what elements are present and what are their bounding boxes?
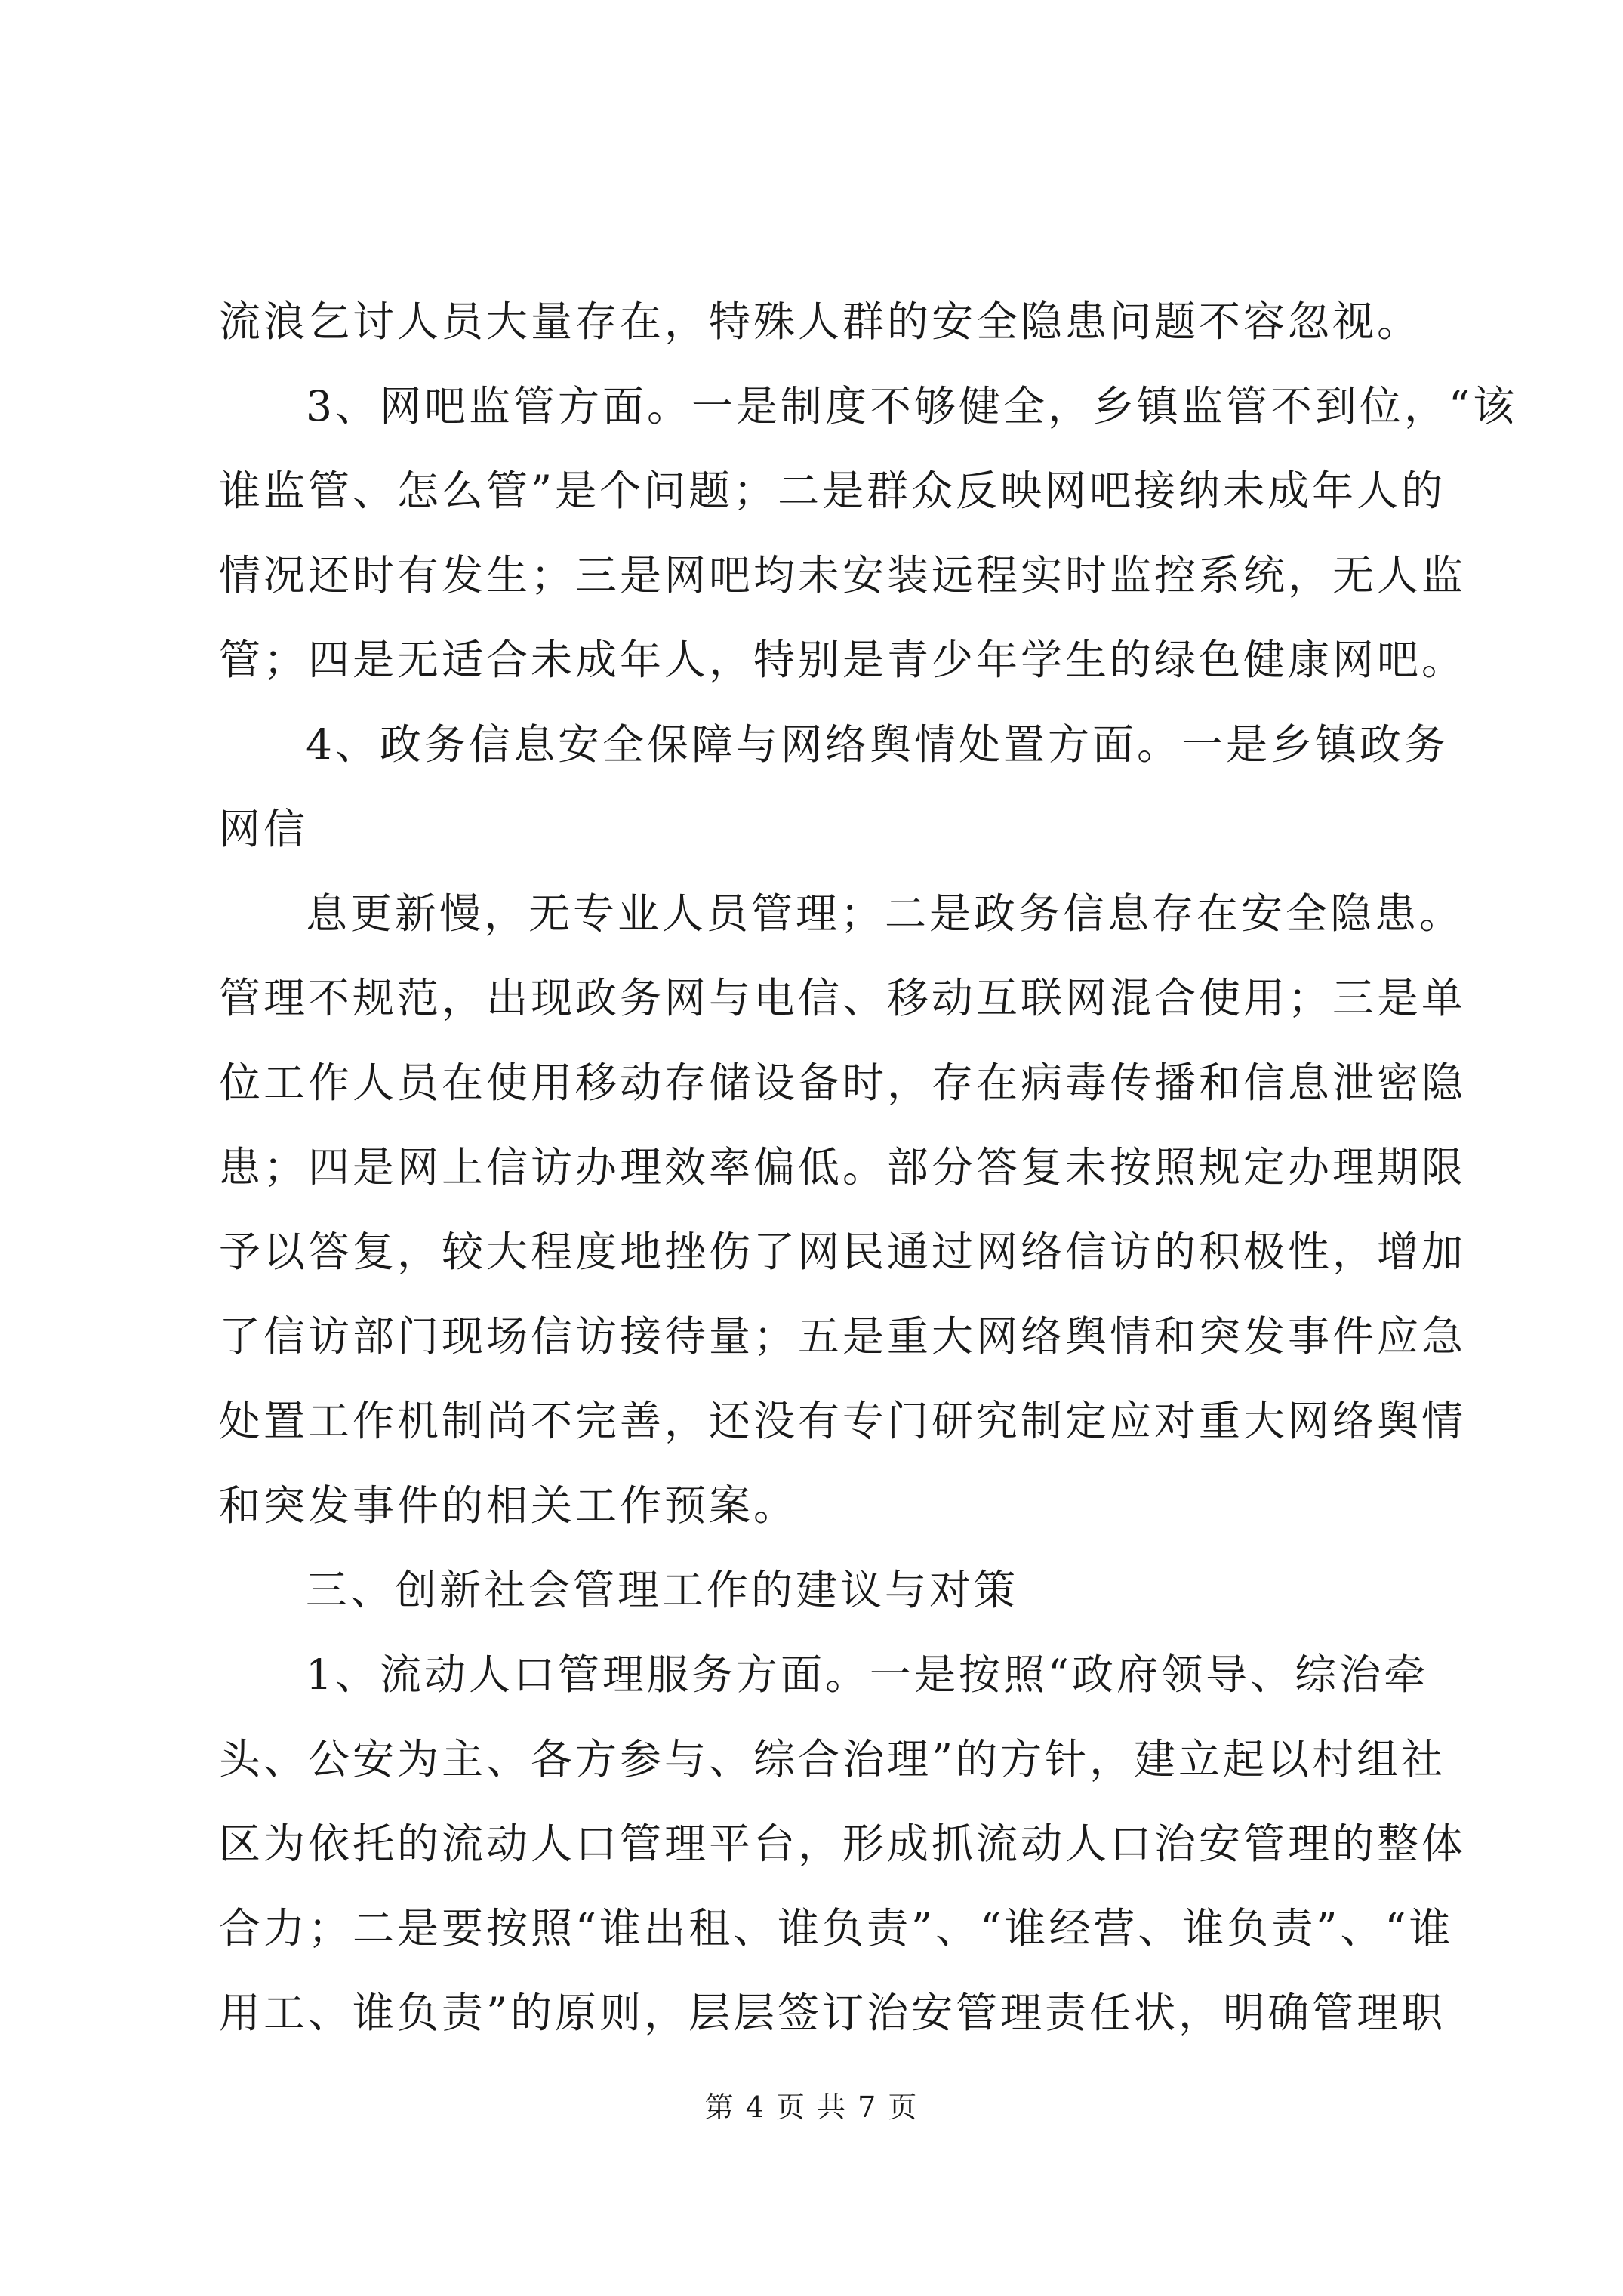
text-line: 流浪乞讨人员大量存在，特殊人群的安全隐患问题不容忽视。 <box>219 297 1422 346</box>
text-line: 管理不规范，出现政务网与电信、移动互联网混合使用；三是单 <box>219 974 1467 1022</box>
text-line: 4、政务信息安全保障与网络舆情处置方面。一是乡镇政务 <box>306 720 1449 769</box>
text-line: 3、网吧监管方面。一是制度不够健全，乡镇监管不到位，“该 <box>306 382 1518 430</box>
text-line: 情况还时有发生；三是网吧均未安装远程实时监控系统，无人监 <box>219 551 1467 599</box>
text-line: 谁监管、怎么管”是个问题；二是群众反映网吧接纳未成年人的 <box>219 467 1446 515</box>
text-line: 处置工作机制尚不完善，还没有专门研究制定应对重大网络舆情 <box>219 1397 1467 1445</box>
text-line: 1、流动人口管理服务方面。一是按照“政府领导、综治牵 <box>306 1650 1429 1699</box>
text-line: 头、公安为主、各方参与、综合治理”的方针，建立起以村组社 <box>219 1735 1446 1783</box>
text-line: 管；四是无适合未成年人，特别是青少年学生的绿色健康网吧。 <box>219 636 1467 684</box>
document-body <box>219 279 1518 2055</box>
text-line: 了信访部门现场信访接待量；五是重大网络舆情和突发事件应急 <box>219 1312 1467 1361</box>
text-line: 用工、谁负责”的原则，层层签订治安管理责任状，明确管理职 <box>219 1989 1446 2037</box>
text-line: 网信 <box>219 805 309 853</box>
page-number-footer: 第 4 页 共 7 页 <box>704 2091 919 2124</box>
section-heading: 三、创新社会管理工作的建议与对策 <box>306 1566 1019 1614</box>
text-line: 患；四是网上信访办理效率偏低。部分答复未按照规定办理期限 <box>219 1143 1467 1191</box>
text-line: 予以答复，较大程度地挫伤了网民通过网络信访的积极性，增加 <box>219 1228 1467 1276</box>
text-line: 位工作人员在使用移动存储设备时，存在病毒传播和信息泄密隐 <box>219 1059 1467 1107</box>
text-line: 和突发事件的相关工作预案。 <box>219 1481 799 1530</box>
text-line: 合力；二是要按照“谁出租、谁负责”、“谁经营、谁负责”、“谁 <box>219 1904 1454 1952</box>
text-line: 息更新慢，无专业人员管理；二是政务信息存在安全隐患。 <box>306 889 1464 938</box>
text-line: 区为依托的流动人口管理平台，形成抓流动人口治安管理的整体 <box>219 1820 1467 1868</box>
